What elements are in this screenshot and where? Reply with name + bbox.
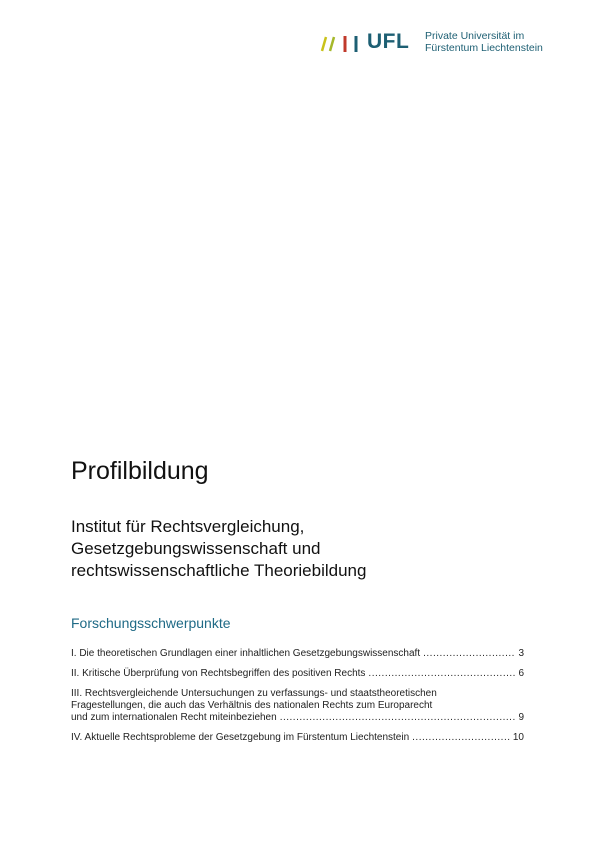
toc-dot-leader (423, 648, 515, 660)
ufl-logo (318, 30, 558, 54)
toc-page-number: 6 (518, 668, 524, 679)
toc-entry-text: IV. Aktuelle Rechtsprobleme der Gesetzgebung im Fürstentum Liechtenstein (71, 732, 410, 743)
toc-entry-line: Fragestellungen, die auch das Verhältnis des nationalen Rechts zum Europarecht (71, 700, 433, 711)
document-title: Profilbildung (71, 457, 209, 485)
toc-entry-line: III. Rechtsvergleichende Untersuchungen zu verfassungs- und staatstheoretischen (71, 688, 437, 699)
logo-line-1: Private Universität im (425, 30, 525, 42)
institute-name (71, 516, 531, 582)
toc-dot-leader (368, 668, 515, 680)
toc-entry-last-line (71, 732, 524, 744)
toc-entry-last-line (71, 648, 524, 660)
toc-entry-last-line (71, 712, 524, 724)
logo-university-name (425, 30, 543, 54)
toc-entry[interactable] (71, 668, 524, 680)
institute-name-line: rechtswissenschaftliche Theoriebildung (71, 561, 367, 580)
toc-entry-text: und zum internationalen Recht miteinbeziehen (71, 712, 277, 723)
toc-page-number: 10 (512, 732, 524, 743)
section-heading: Forschungsschwerpunkte (71, 615, 231, 631)
toc-page-number: 3 (518, 648, 524, 659)
institute-name-line: Gesetzgebungswissenschaft und (71, 539, 321, 558)
logo-stripe-2 (330, 37, 334, 51)
toc-entry-last-line (71, 668, 524, 680)
toc-entry-text: II. Kritische Überprüfung von Rechtsbegriffen des positiven Rechts (71, 668, 366, 679)
toc-dot-leader (412, 732, 510, 744)
toc-entry-text: I. Die theoretischen Grundlagen einer inhaltlichen Gesetzgebungswissenschaft (71, 648, 421, 659)
logo-brand: UFL (367, 30, 410, 53)
institute-name-line: Institut für Rechtsvergleichung, (71, 517, 305, 536)
logo-stripe-1 (322, 37, 326, 51)
logo-line-2: Fürstentum Liechtenstein (425, 42, 543, 54)
table-of-contents (71, 648, 524, 752)
toc-entry[interactable] (71, 648, 524, 660)
toc-entry[interactable] (71, 688, 524, 724)
toc-entry[interactable] (71, 732, 524, 744)
toc-page-number: 9 (518, 712, 524, 723)
toc-dot-leader (280, 712, 516, 724)
